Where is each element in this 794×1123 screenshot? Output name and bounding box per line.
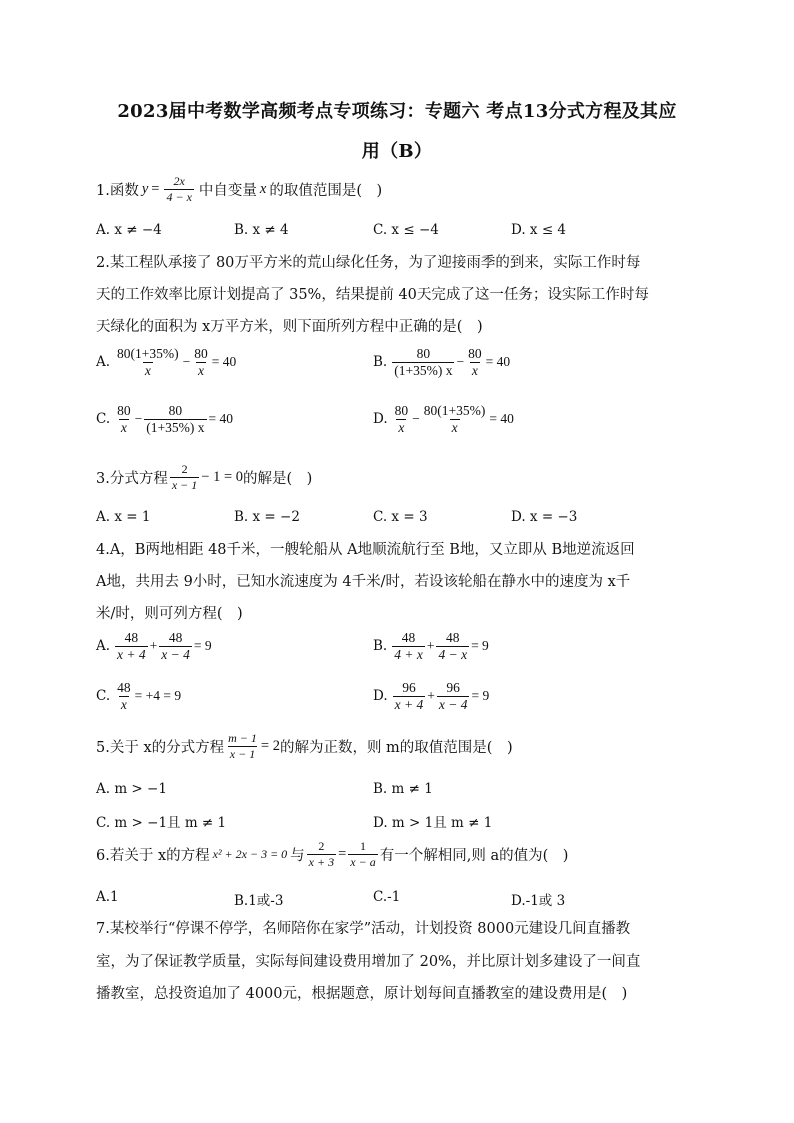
q5-option-c: C. m > −1且 m ≠ 1 bbox=[96, 815, 227, 831]
q2-option-b bbox=[373, 346, 510, 379]
q3-fraction bbox=[170, 463, 199, 492]
q1-option-b: B. x ≠ 4 bbox=[234, 222, 289, 238]
q2-d-den2: x bbox=[451, 419, 458, 435]
q2-c-den2: (1+35%) x bbox=[146, 419, 205, 435]
q4-d-den1: x + 4 bbox=[394, 696, 424, 712]
q4-b-rhs: = 9 bbox=[471, 638, 489, 654]
q2-a-den1: x bbox=[144, 362, 151, 378]
q4-c-num1: 48 bbox=[117, 680, 131, 695]
q2-line-3: 天绿化的面积为 x万平方米，则下面所列方程中正确的是( ) bbox=[96, 319, 483, 335]
q4-option-b bbox=[373, 630, 489, 663]
q3-option-c: C. x = 3 bbox=[373, 509, 428, 525]
q3-rest: − 1 = 0 bbox=[201, 469, 244, 486]
question-3-stem bbox=[96, 463, 312, 492]
q2-c-rhs: = 40 bbox=[208, 411, 233, 427]
q2-option-a bbox=[96, 346, 236, 379]
q6-prefix: 6.若关于 x的方程 bbox=[96, 848, 210, 865]
q6-den1: x + 3 bbox=[308, 854, 335, 869]
q1-suffix2: 的取值范围是( ) bbox=[269, 183, 383, 200]
q5-prefix: 5.关于 x的分式方程 bbox=[96, 740, 225, 757]
q4-line-2: A地，共用去 9小时，已知水流速度为 4千米/时，若设该轮船在静水中的速度为 x千 bbox=[96, 574, 631, 590]
q4-d-op: + bbox=[427, 688, 435, 704]
q4-b-label: B. bbox=[373, 638, 388, 655]
q2-c-num2: 80 bbox=[168, 403, 183, 418]
q5-option-b: B. m ≠ 1 bbox=[373, 781, 433, 797]
q4-a-label: A. bbox=[96, 638, 111, 655]
q7-line-3: 播教室，总投资追加了 4000元，根据题意，原计划每间直播教室的建设费用是( ) bbox=[96, 986, 628, 1002]
q4-b-den2: 4 − x bbox=[438, 646, 468, 662]
q4-b-den1: 4 + x bbox=[394, 646, 423, 662]
q5-suffix: 的解为正数，则 m的取值范围是( ) bbox=[279, 740, 513, 757]
q2-c-op: − bbox=[134, 411, 143, 427]
q2-line-1: 2.某工程队承接了 80万平方米的荒山绿化任务，为了迎接雨季的到来，实际工作时每 bbox=[96, 255, 641, 271]
q4-d-rhs: = 9 bbox=[471, 688, 490, 704]
q2-b-rhs: = 40 bbox=[485, 354, 511, 370]
q4-b-num1: 48 bbox=[401, 630, 416, 645]
q4-b-op: + bbox=[426, 638, 435, 654]
q4-line-3: 米/时，则可列方程( ) bbox=[96, 606, 243, 622]
q1-suffix: 中自变量 bbox=[198, 183, 257, 200]
q4-b-num2: 48 bbox=[446, 630, 460, 645]
q3-option-b: B. x = −2 bbox=[234, 509, 300, 525]
q6-fraction-2 bbox=[348, 840, 377, 869]
question-5-stem bbox=[96, 732, 513, 761]
q6-eqs: = bbox=[338, 846, 347, 863]
q2-c-num1: 80 bbox=[117, 403, 131, 418]
q2-d-num2: 80(1+35%) bbox=[423, 403, 486, 418]
q5-numerator: m − 1 bbox=[228, 731, 257, 745]
q2-d-den1: x bbox=[398, 419, 405, 435]
q6-fraction-1 bbox=[307, 840, 336, 869]
q2-b-op: − bbox=[456, 354, 465, 370]
q2-option-c bbox=[96, 403, 233, 436]
q4-option-c bbox=[96, 680, 181, 713]
q2-a-num2: 80 bbox=[194, 346, 208, 361]
q6-num1: 2 bbox=[318, 839, 325, 853]
q4-a-op: + bbox=[149, 638, 158, 654]
q4-c-rhs: = +4 = 9 bbox=[134, 688, 182, 704]
q6-option-a: A.1 bbox=[96, 889, 119, 905]
q5-rest: = 2 bbox=[260, 738, 280, 755]
q2-b-den2: x bbox=[471, 362, 478, 378]
document-title-line-2: 用（B） bbox=[361, 141, 433, 162]
q3-prefix: 3.分式方程 bbox=[96, 471, 168, 488]
q2-option-d bbox=[373, 403, 514, 436]
q2-c-label: C. bbox=[96, 411, 111, 428]
q6-option-d: D.-1或 3 bbox=[511, 893, 566, 909]
q1-denominator: 4 − x bbox=[166, 189, 192, 204]
q4-d-den2: x − 4 bbox=[438, 696, 468, 712]
q2-a-num1: 80(1+35%) bbox=[117, 346, 179, 361]
q1-var-y: y bbox=[141, 181, 149, 198]
q2-a-den2: x bbox=[198, 362, 205, 378]
q2-d-num1: 80 bbox=[394, 403, 409, 418]
q4-a-den1: x + 4 bbox=[117, 646, 146, 662]
q2-b-num2: 80 bbox=[468, 346, 482, 361]
q6-den2: x − a bbox=[350, 854, 376, 869]
q7-line-1: 7.某校举行“停课不停学，名师陪你在家学”活动，计划投资 8000元建设几间直播教 bbox=[96, 921, 631, 937]
q5-option-a: A. m > −1 bbox=[96, 781, 167, 797]
q2-a-rhs: = 40 bbox=[211, 354, 237, 370]
q2-a-label: A. bbox=[96, 354, 111, 371]
q1-fraction bbox=[164, 175, 193, 204]
q4-d-num2: 96 bbox=[446, 680, 460, 695]
q4-line-1: 4.A，B两地相距 48千米，一艘轮船从 A地顺流航行至 B地，又立即从 B地逆流返回 bbox=[96, 542, 635, 558]
q1-option-c: C. x ≤ −4 bbox=[373, 222, 439, 238]
q4-option-d bbox=[373, 680, 489, 713]
q7-line-2: 室，为了保证教学质量，实际每间建设费用增加了 20%，并比原计划多建设了一间直 bbox=[96, 954, 641, 970]
q4-option-a bbox=[96, 630, 212, 663]
question-1-stem bbox=[96, 175, 382, 204]
q2-c-den1: x bbox=[120, 419, 127, 435]
q2-b-num1: 80 bbox=[416, 346, 431, 361]
q5-option-d: D. m > 1且 m ≠ 1 bbox=[373, 815, 493, 831]
q1-numerator: 2x bbox=[173, 174, 185, 188]
question-6-stem bbox=[96, 840, 568, 869]
q5-denominator: x − 1 bbox=[229, 746, 256, 761]
q3-denominator: x − 1 bbox=[171, 477, 198, 492]
q2-d-rhs: = 40 bbox=[489, 411, 514, 427]
q3-option-d: D. x = −3 bbox=[511, 509, 578, 525]
q4-c-label: C. bbox=[96, 688, 111, 705]
q2-d-op: − bbox=[412, 411, 420, 427]
q2-a-op: − bbox=[182, 354, 191, 370]
q2-line-2: 天的工作效率比原计划提高了 35%，结果提前 40天完成了这一任务；设实际工作时每 bbox=[96, 287, 649, 303]
q1-prefix: 1.函数 bbox=[96, 183, 139, 200]
q6-num2: 1 bbox=[360, 839, 367, 853]
q1-var-x: x bbox=[259, 181, 267, 198]
q3-numerator: 2 bbox=[181, 462, 188, 476]
q4-a-rhs: = 9 bbox=[193, 638, 212, 654]
q1-option-d: D. x ≤ 4 bbox=[511, 222, 567, 238]
q3-suffix: 的解是( ) bbox=[243, 471, 313, 488]
q4-d-num1: 96 bbox=[402, 680, 416, 695]
q4-c-den1: x bbox=[120, 696, 127, 712]
q4-a-num1: 48 bbox=[124, 630, 139, 645]
q1-eq: = bbox=[151, 181, 160, 198]
document-title-line-1: 2023届中考数学高频考点专项练习：专题六 考点13分式方程及其应 bbox=[117, 101, 677, 122]
q2-b-den1: (1+35%) x bbox=[394, 362, 453, 378]
q6-mid: 与 bbox=[290, 848, 305, 865]
q1-option-a: A. x ≠ −4 bbox=[96, 222, 162, 238]
q5-fraction bbox=[226, 732, 259, 761]
q6-option-b: B.1或-3 bbox=[234, 893, 284, 909]
q4-a-num2: 48 bbox=[168, 630, 183, 645]
q4-a-den2: x − 4 bbox=[161, 646, 190, 662]
q2-b-label: B. bbox=[373, 354, 388, 371]
q2-d-label: D. bbox=[373, 411, 388, 428]
q6-option-c: C.-1 bbox=[373, 889, 401, 905]
q6-equation: x² + 2x − 3 = 0 bbox=[212, 847, 288, 862]
q3-option-a: A. x = 1 bbox=[96, 509, 151, 525]
q4-d-label: D. bbox=[373, 688, 388, 705]
q6-suffix: 有一个解相同,则 a的值为( ) bbox=[379, 848, 569, 865]
